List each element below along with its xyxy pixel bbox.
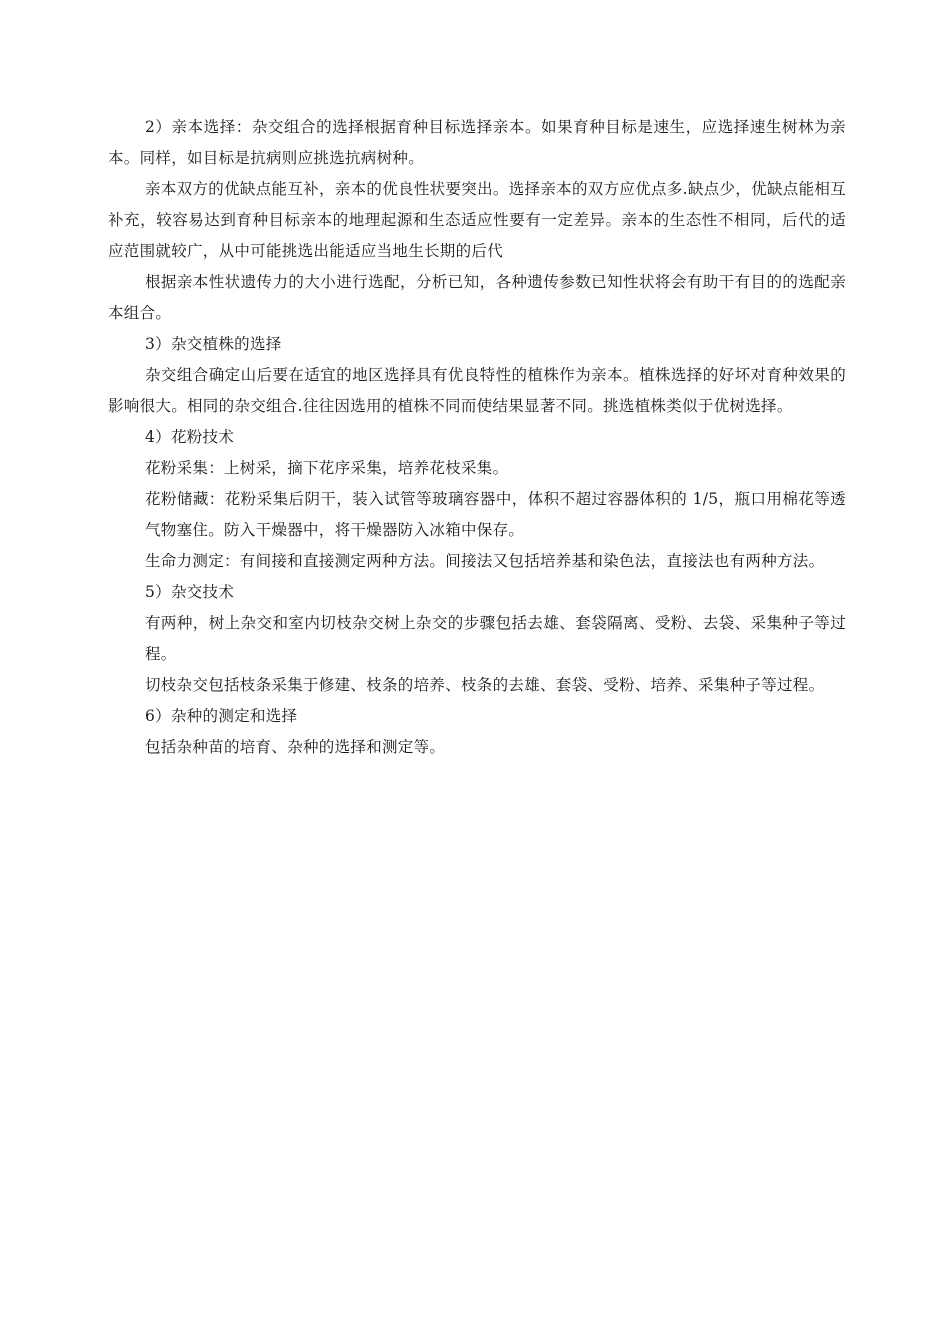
heading-hybrid-testing: 6）杂种的测定和选择 xyxy=(145,707,298,725)
paragraph-heritability: 根据亲本性状遗传力的大小进行选配，分析已知，各种遗传参数已知性状将会有助干有目的的选配亲本组合。 xyxy=(108,273,846,322)
paragraph-pollen-storage: 花粉储藏：花粉采集后阴干，装入试管等玻璃容器中，体积不超过容器体积的 1/5，瓶口用棉花等透气物塞住。防入干燥器中，将干燥器防入冰箱中保存。 xyxy=(145,490,846,539)
paragraph-pollen-collection: 花粉采集：上树采，摘下花序采集，培养花枝采集。 xyxy=(145,459,509,477)
paragraph-hybrid-testing: 包括杂种苗的培育、杂种的选择和测定等。 xyxy=(145,738,446,756)
paragraph-parent-complement: 亲本双方的优缺点能互补，亲本的优良性状要突出。选择亲本的双方应优点多.缺点少，优缺点能相互补充，较容易达到育种目标亲本的地理起源和生态适应性要有一定差异。亲本的生态性不相同，后代的适应范围就较广，从中可能挑选出能适应当地生长期的后代 xyxy=(108,180,846,260)
paragraph-cut-branch: 切枝杂交包括枝条采集于修建、枝条的培养、枝条的去雄、套袋、受粉、培养、采集种子等过程。 xyxy=(145,676,825,694)
paragraph-parent-selection: 2）亲本选择：杂交组合的选择根据育种目标选择亲本。如果育种目标是速生，应选择速生树林为亲本。同样，如目标是抗病则应挑选抗病树种。 xyxy=(108,118,846,167)
paragraph-two-methods: 有两种，树上杂交和室内切枝杂交树上杂交的步骤包括去雄、套袋隔离、受粉、去袋、采集种子等过程。 xyxy=(145,614,846,663)
heading-pollen-technique: 4）花粉技术 xyxy=(145,428,235,446)
heading-plant-selection: 3）杂交植株的选择 xyxy=(145,335,282,353)
paragraph-viability-test: 生命力测定：有间接和直接测定两种方法。间接法又包括培养基和染色法，直接法也有两种方法。 xyxy=(145,552,825,570)
heading-hybrid-technique: 5）杂交技术 xyxy=(145,583,235,601)
document-body xyxy=(108,112,846,763)
paragraph-plant-selection: 杂交组合确定山后要在适宜的地区选择具有优良特性的植株作为亲本。植株选择的好坏对育种效果的影响很大。相同的杂交组合.往往因选用的植株不同而使结果显著不同。挑选植株类似于优树选择。 xyxy=(108,366,846,415)
